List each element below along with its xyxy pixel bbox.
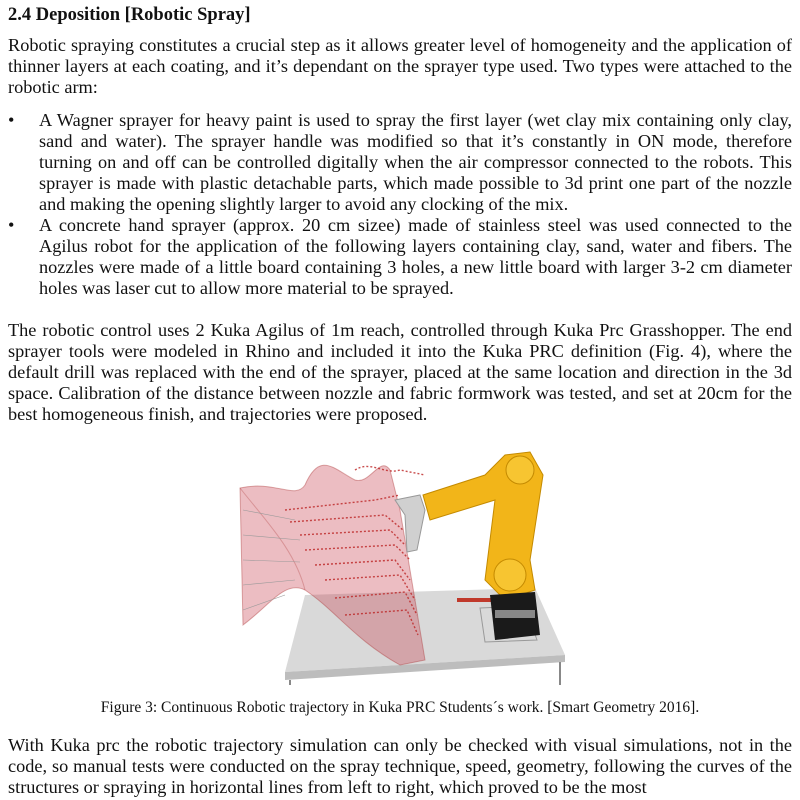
red-marker-bar (457, 598, 492, 602)
figure-illustration (185, 440, 585, 685)
list-item (8, 110, 792, 215)
figure-caption: Figure 3: Continuous Robotic trajectory in Kuka PRC Students´s work. [Smart Geometry 2016]. (100, 699, 700, 716)
list-item-text: A Wagner sprayer for heavy paint is used to spray the first layer (wet clay mix containing only clay, sand and water). The sprayer handle was modified so that it’s constantly in ON mode, therefore turning on and off can be controlled digitally when the air compressor connected to the robots. This sprayer is made with plastic detachable parts, which made possible to 3d print one part of the nozzle and making the opening slightly larger to avoid any clocking of the mix. (39, 110, 792, 214)
robotic-control-paragraph: The robotic control uses 2 Kuka Agilus of 1m reach, controlled through Kuka Prc Grasshopper. The end sprayer tools were modeled in Rhino and included it into the Kuka PRC definition (Fig. 4), where the default drill was replaced with the end of the sprayer, placed at the same location and direction in the 3d space. Calibration of the distance between nozzle and fabric formwork was tested, and set at 20cm for the best homogeneous finish, and trajectories were proposed. (8, 320, 792, 424)
figure-robotic-trajectory (185, 440, 585, 685)
section-heading: 2.4 Deposition [Robotic Spray] (8, 5, 251, 25)
robot-joint (494, 559, 526, 591)
robot-base-band (495, 610, 535, 618)
robot-joint (506, 456, 534, 484)
intro-paragraph: Robotic spraying constitutes a crucial step as it allows greater level of homogeneity and the application of thinner layers at each coating, and it’s dependant on the sprayer type used. Two types were attached to the robotic arm: (8, 35, 792, 97)
kuka-prc-paragraph: With Kuka prc the robotic trajectory simulation can only be checked with visual simulations, not in the code, so manual tests were conducted on the spray technique, speed, geometry, following the curves of the structures or spraying in horizontal lines from left to right, which proved to be the most (8, 735, 792, 797)
list-item-text: A concrete hand sprayer (approx. 20 cm sizee) made of stainless steel was used connected to the Agilus robot for the application of the following layers containing clay, sand, water and fibers. The nozzles were made of a little board containing 3 holes, a new little board with larger 3-2 cm diameter holes was laser cut to allow more material to be sprayed. (39, 215, 792, 298)
sprayer-list (8, 110, 792, 299)
list-item (8, 215, 792, 299)
bullet-marker: • (8, 110, 15, 130)
bullet-marker: • (8, 215, 15, 235)
